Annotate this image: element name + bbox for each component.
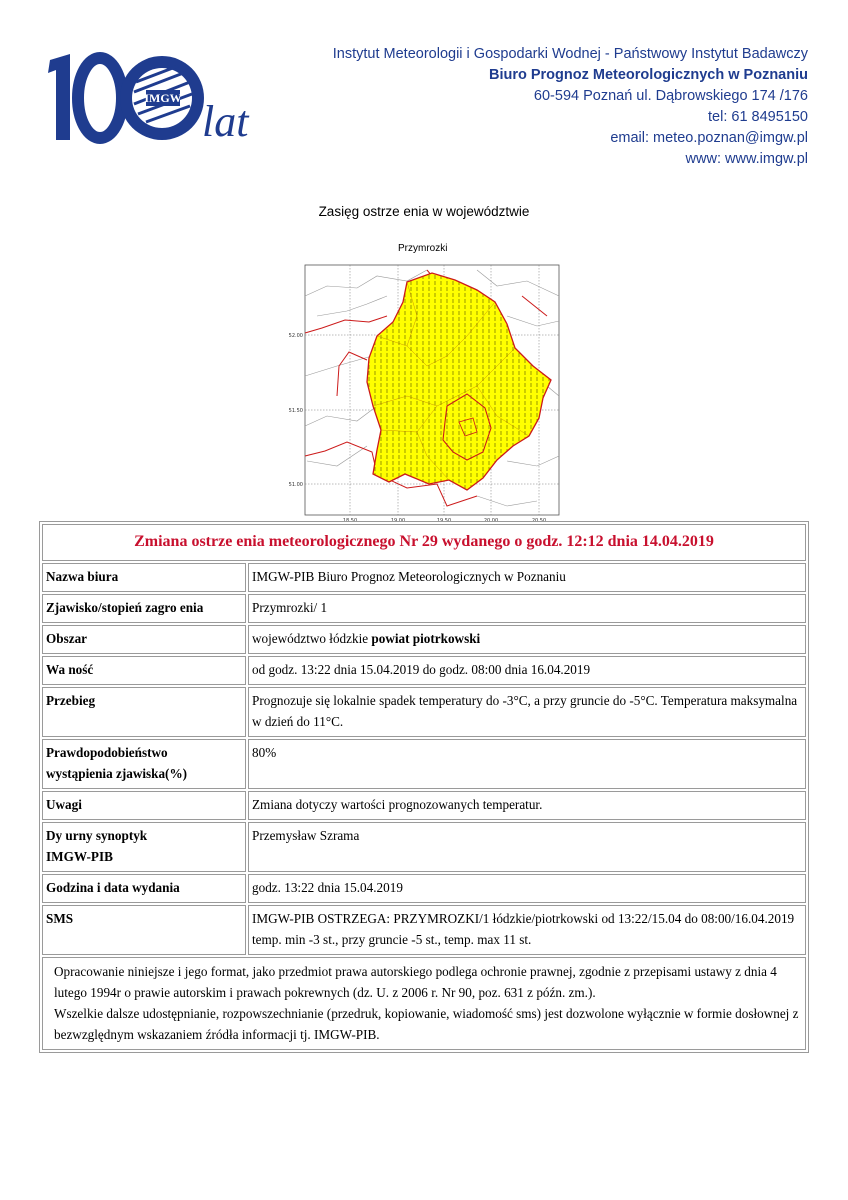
copyright-paragraph: Wszelkie dalsze udostępnianie, rozpowszechnianie (przedruk, kopiowanie, wiadomość sms) jest dozwolone wyłącznie w formie dosłownej z bezwzględnym wskazaniem źródła informacji tj. IMGW-PIB.: [54, 1006, 799, 1042]
warning-area-map: [277, 256, 577, 528]
row-label: [42, 822, 246, 872]
warning-title: Zmiana ostrze enia meteorologicznego Nr 29 wydanego o godz. 12:12 dnia 14.04.2019: [42, 524, 806, 561]
row-value: IMGW-PIB OSTRZEGA: PRZYMROZKI/1 łódzkie/piotrkowski od 13:22/15.04 do 08:00/16.04.2019 temp. min -3 st., przy gruncie -5 st., temp. max 11 st.: [248, 905, 806, 955]
map-subtitle: Przymrozki: [398, 243, 448, 254]
lat-label: 51.00: [288, 482, 303, 488]
table-row: [42, 822, 806, 872]
table-row: [42, 594, 806, 623]
row-label: Wa ność: [42, 656, 246, 685]
row-label: Uwagi: [42, 791, 246, 820]
row-label-line: Prawdopodobieństwo: [46, 745, 168, 760]
table-row: [42, 656, 806, 685]
row-label-line: IMGW-PIB: [46, 849, 113, 864]
row-label-line: Dy urny synoptyk: [46, 828, 148, 843]
warning-table: [39, 521, 809, 1053]
lon-label: 20.50: [531, 518, 547, 524]
row-value: Prognozuje się lokalnie spadek temperatury do -3°C, a przy gruncie do -5°C. Temperatura maksymalna w dzień do 11°C.: [248, 687, 806, 737]
row-value: 80%: [248, 739, 806, 789]
row-value: godz. 13:22 dnia 15.04.2019: [248, 874, 806, 903]
table-row: [42, 563, 806, 592]
row-value: [248, 625, 806, 654]
row-label-line: wystąpienia zjawiska(%): [46, 766, 188, 781]
office-phone: tel: 61 8495150: [708, 109, 808, 125]
area-county: powiat piotrkowski: [371, 631, 481, 646]
lon-label: 19.00: [390, 518, 406, 524]
office-address: 60-594 Poznań ul. Dąbrowskiego 174 /176: [533, 88, 808, 104]
row-label: [42, 739, 246, 789]
table-row: [42, 874, 806, 903]
table-row: [42, 739, 806, 789]
row-label: Nazwa biura: [42, 563, 246, 592]
table-row: [42, 957, 806, 1050]
row-value: od godz. 13:22 dnia 15.04.2019 do godz. 08:00 dnia 16.04.2019: [248, 656, 806, 685]
lon-label: 18.50: [342, 518, 358, 524]
table-row: [42, 791, 806, 820]
svg-text:IMGW: IMGW: [144, 91, 182, 105]
lat-label: 51.50: [288, 408, 303, 414]
lon-label: 20.00: [483, 518, 499, 524]
row-value: Przymrozki/ 1: [248, 594, 806, 623]
office-email[interactable]: email: meteo.poznan@imgw.pl: [610, 130, 808, 146]
row-value: IMGW-PIB Biuro Prognoz Meteorologicznych w Poznaniu: [248, 563, 806, 592]
row-value: Zmiana dotyczy wartości prognozowanych temperatur.: [248, 791, 806, 820]
row-label: Obszar: [42, 625, 246, 654]
map-title: Zasięg ostrze enia w województwie: [318, 204, 530, 219]
area-region: województwo łódzkie: [252, 631, 372, 646]
lat-label: 52.00: [288, 333, 303, 339]
copyright-notice: [42, 957, 806, 1050]
institute-name: Instytut Meteorologii i Gospodarki Wodnej - Państwowy Instytut Badawczy: [332, 46, 808, 62]
row-value: Przemysław Szrama: [248, 822, 806, 872]
row-label: Przebieg: [42, 687, 246, 737]
office-name: Biuro Prognoz Meteorologicznych w Poznaniu: [488, 67, 808, 83]
table-row: [42, 687, 806, 737]
row-label: SMS: [42, 905, 246, 955]
table-row: [42, 524, 806, 561]
office-website[interactable]: www: www.imgw.pl: [685, 151, 808, 167]
lon-label: 19.50: [436, 518, 452, 524]
row-label: Zjawisko/stopień zagro enia: [42, 594, 246, 623]
table-row: [42, 625, 806, 654]
institute-info: [333, 44, 808, 170]
svg-text:lat: lat: [202, 97, 249, 144]
table-row: [42, 905, 806, 955]
row-label: Godzina i data wydania: [42, 874, 246, 903]
copyright-paragraph: Opracowanie niniejsze i jego format, jako przedmiot prawa autorskiego podlega ochronie prawnej, zgodnie z przepisami ustawy z dnia 4 lutego 1994r o prawie autorskim i prawach pokrewnych (dz. U. z 2006 r. Nr 90, poz. 631 z późn. zm.).: [54, 964, 777, 1000]
imgw-100-lat-logo: [44, 52, 256, 144]
